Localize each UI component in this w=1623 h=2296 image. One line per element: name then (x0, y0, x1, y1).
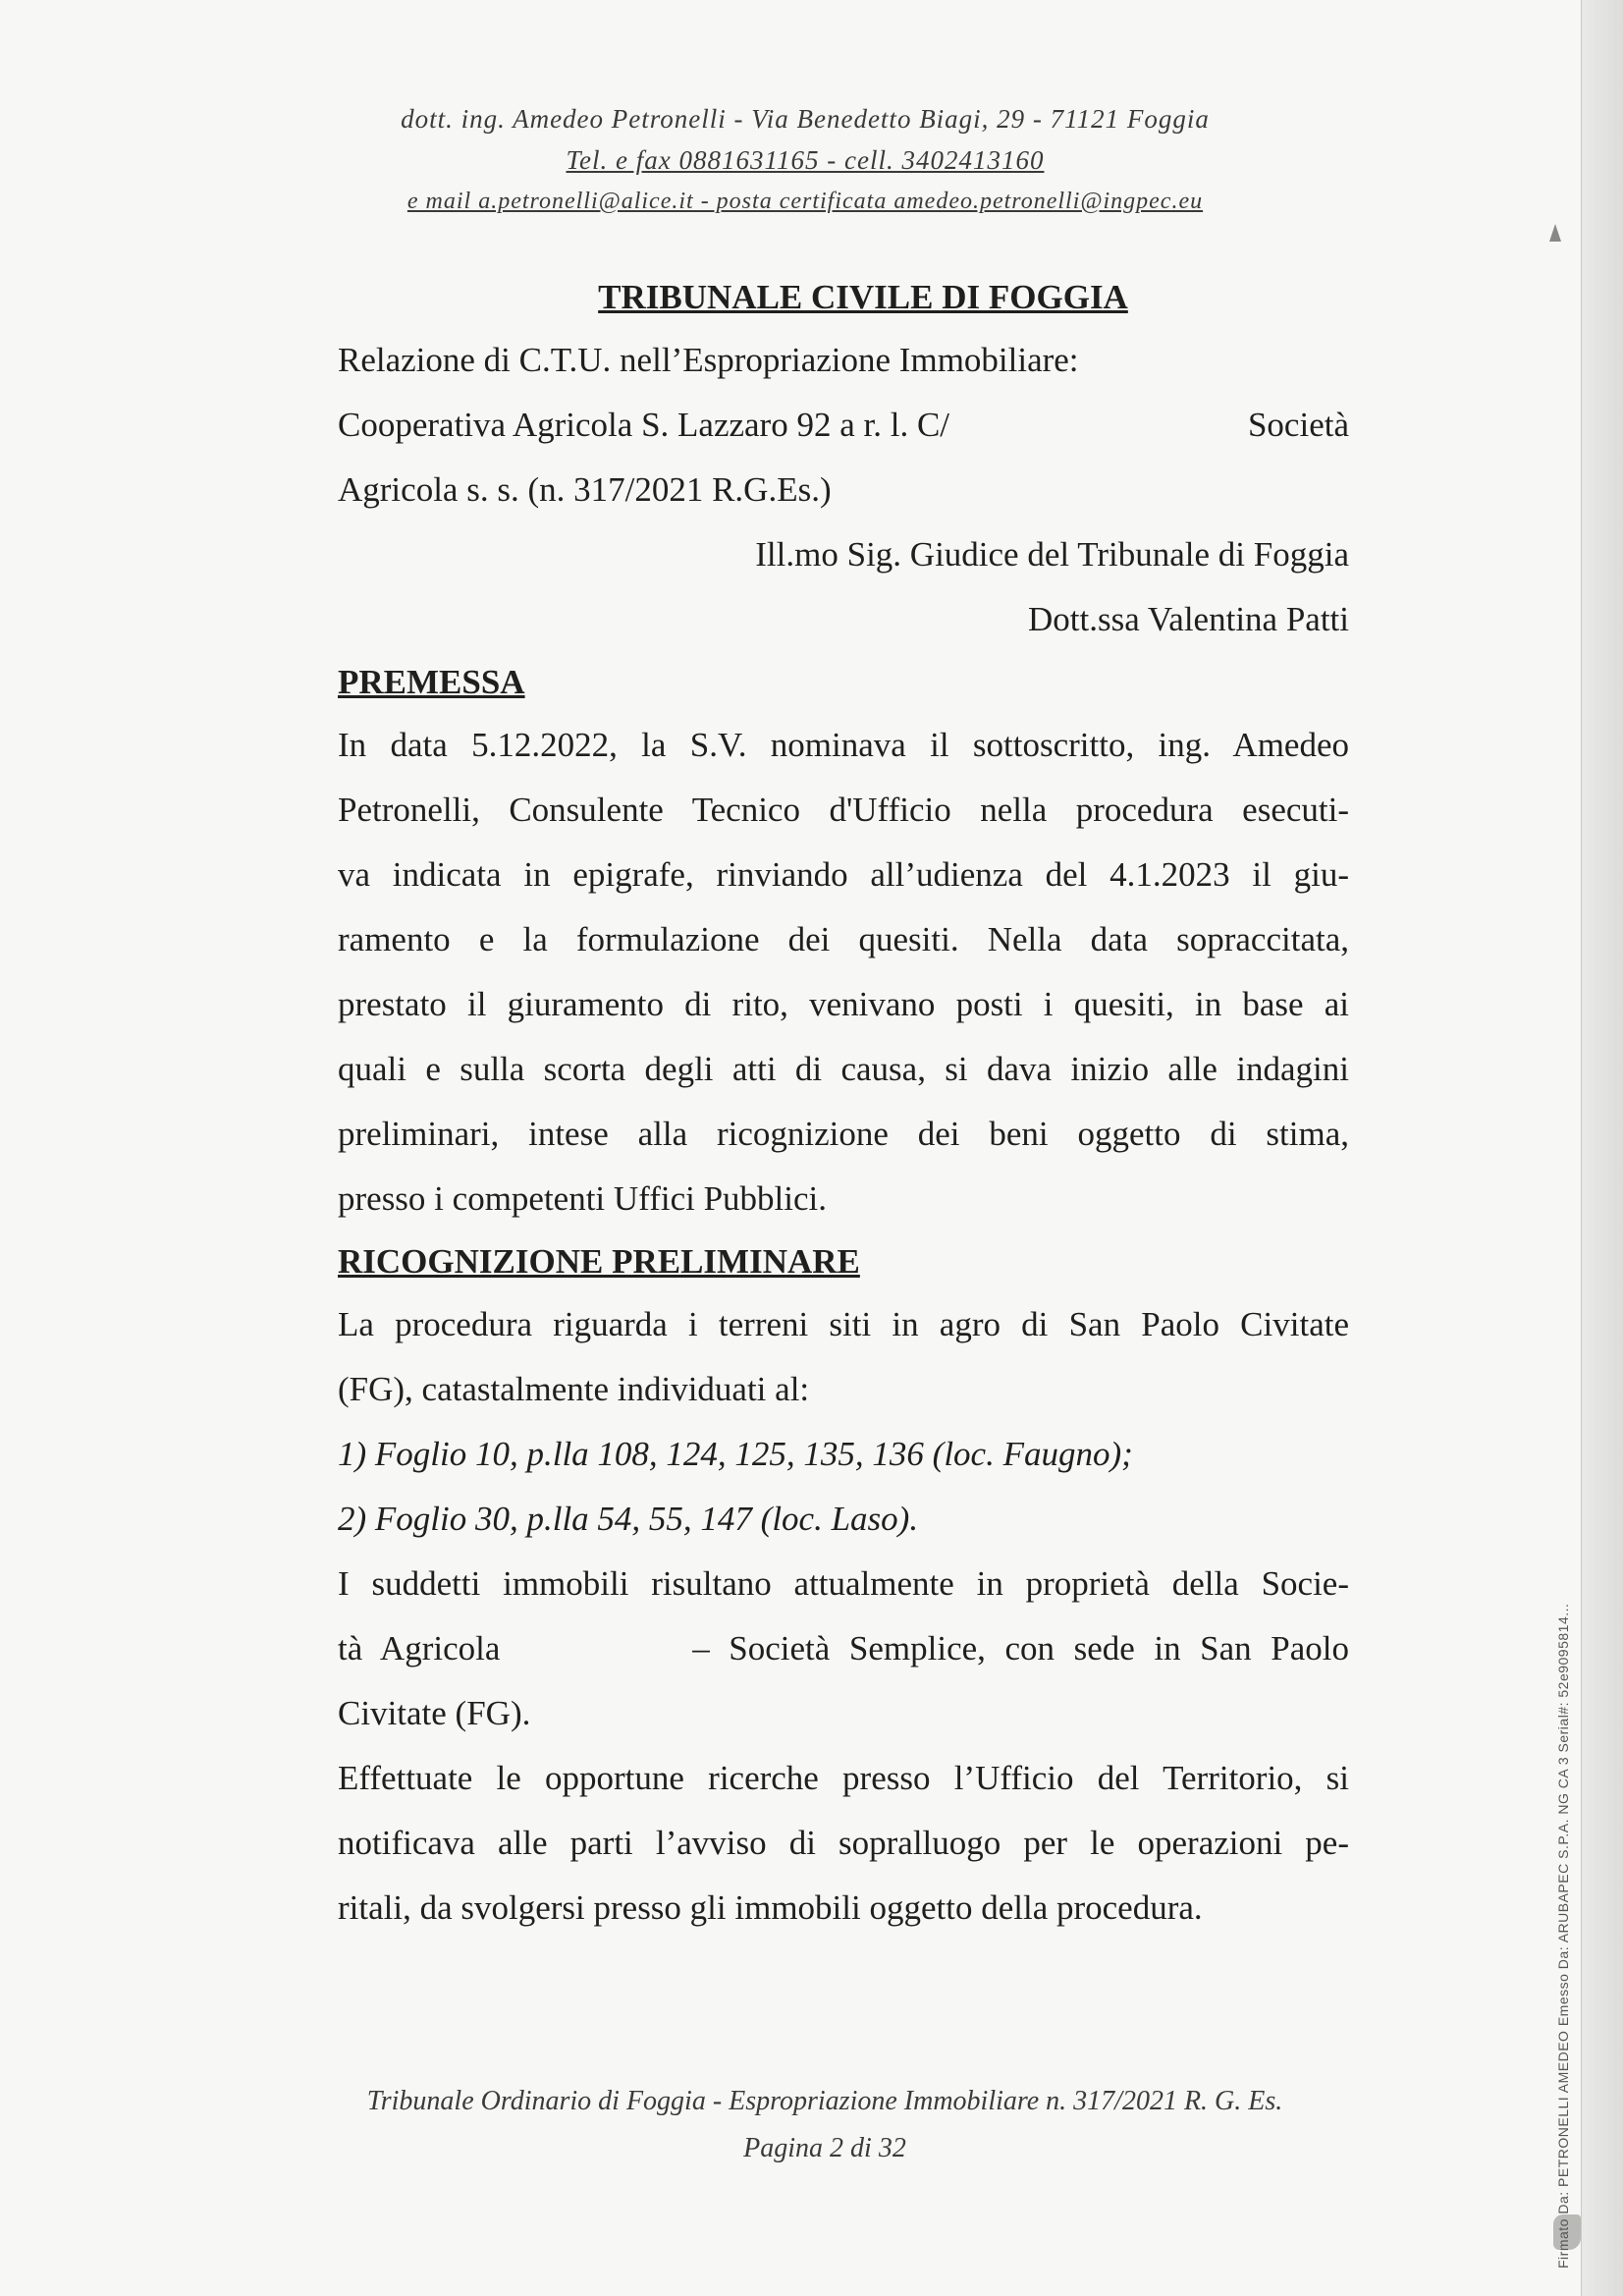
paragraph-line: quali e sulla scorta degli atti di causa, si dava inizio alle indagini (338, 1050, 1349, 1088)
letterhead-address: dott. ing. Amedeo Petronelli - Via Benedetto Biagi, 29 - 71121 Foggia (401, 104, 1210, 134)
paragraph-line: tà Agricola – Società Semplice, con sede in San Paolo (338, 1629, 1349, 1667)
paragraph-line: ramento e la formulazione dei quesiti. Nella data sopraccitata, (338, 920, 1349, 958)
intro-line: Relazione di C.T.U. nell’Espropriazione Immobiliare: (338, 341, 1079, 379)
digital-signature-stamp: Firmato Da: PETRONELLI AMEDEO Emesso Da: ARUBAPEC S.P.A. NG CA 3 Serial#: 52e9095814... (1555, 1603, 1571, 2269)
paragraph-line: Effettuate le opportune ricerche presso l’Ufficio del Territorio, si (338, 1759, 1349, 1797)
paragraph-line: Civitate (FG). (338, 1694, 531, 1732)
page-edge (1581, 0, 1623, 2296)
paragraph-line: Petronelli, Consulente Tecnico d'Ufficio nella procedura esecuti- (338, 791, 1349, 829)
paragraph-line: notificava alle parti l’avviso di sopralluogo per le operazioni pe- (338, 1824, 1349, 1862)
paragraph-line: prestato il giuramento di rito, venivano posti i quesiti, in base ai (338, 985, 1349, 1023)
letterhead-email: e mail a.petronelli@alice.it - posta certificata amedeo.petronelli@ingpec.eu (406, 189, 1204, 214)
footer-case-reference: Tribunale Ordinario di Foggia - Espropriazione Immobiliare n. 317/2021 R. G. Es. (366, 2086, 1283, 2116)
parcel-list-item: 1) Foglio 10, p.lla 108, 124, 125, 135, 136 (loc. Faugno); (338, 1435, 1133, 1473)
paragraph-line: preliminari, intese alla ricognizione dei beni oggetto di stima, (338, 1115, 1349, 1153)
paragraph-line: La procedura riguarda i terreni siti in agro di San Paolo Civitate (338, 1305, 1349, 1343)
paragraph-line: (FG), catastalmente individuati al: (338, 1370, 810, 1408)
parcel-list-item: 2) Foglio 30, p.lla 54, 55, 147 (loc. Laso). (338, 1500, 919, 1538)
addressee-name: Dott.ssa Valentina Patti (1028, 600, 1349, 638)
document-body (338, 267, 1349, 1941)
footer-page-number: Pagina 2 di 32 (743, 2133, 906, 2163)
paragraph-line: In data 5.12.2022, la S.V. nominava il sottoscritto, ing. Amedeo (338, 726, 1349, 764)
paragraph-line: va indicata in epigrafe, rinviando all’udienza del 4.1.2023 il giu- (338, 855, 1349, 894)
letterhead-phone: Tel. e fax 0881631165 - cell. 3402413160 (566, 145, 1045, 175)
paragraph-line: ritali, da svolgersi presso gli immobili oggetto della procedura. (338, 1888, 1203, 1927)
section-heading-ricognizione: RICOGNIZIONE PRELIMINARE (338, 1242, 860, 1281)
paragraph-line: presso i competenti Uffici Pubblici. (338, 1179, 828, 1218)
section-heading-premessa: PREMESSA (338, 663, 525, 701)
intro-parties: Cooperativa Agricola S. Lazzaro 92 a r. l. C/ Società (338, 406, 1349, 444)
court-title: TRIBUNALE CIVILE DI FOGGIA (598, 278, 1128, 316)
paragraph-line: I suddetti immobili risultano attualmente in proprietà della Socie- (338, 1564, 1349, 1603)
intro-case-number: Agricola s. s. (n. 317/2021 R.G.Es.) (338, 470, 832, 509)
scan-mark (1549, 224, 1561, 242)
addressee-title: Ill.mo Sig. Giudice del Tribunale di Foggia (755, 535, 1349, 574)
page-footer (295, 2078, 1355, 2172)
letterhead (295, 98, 1316, 222)
